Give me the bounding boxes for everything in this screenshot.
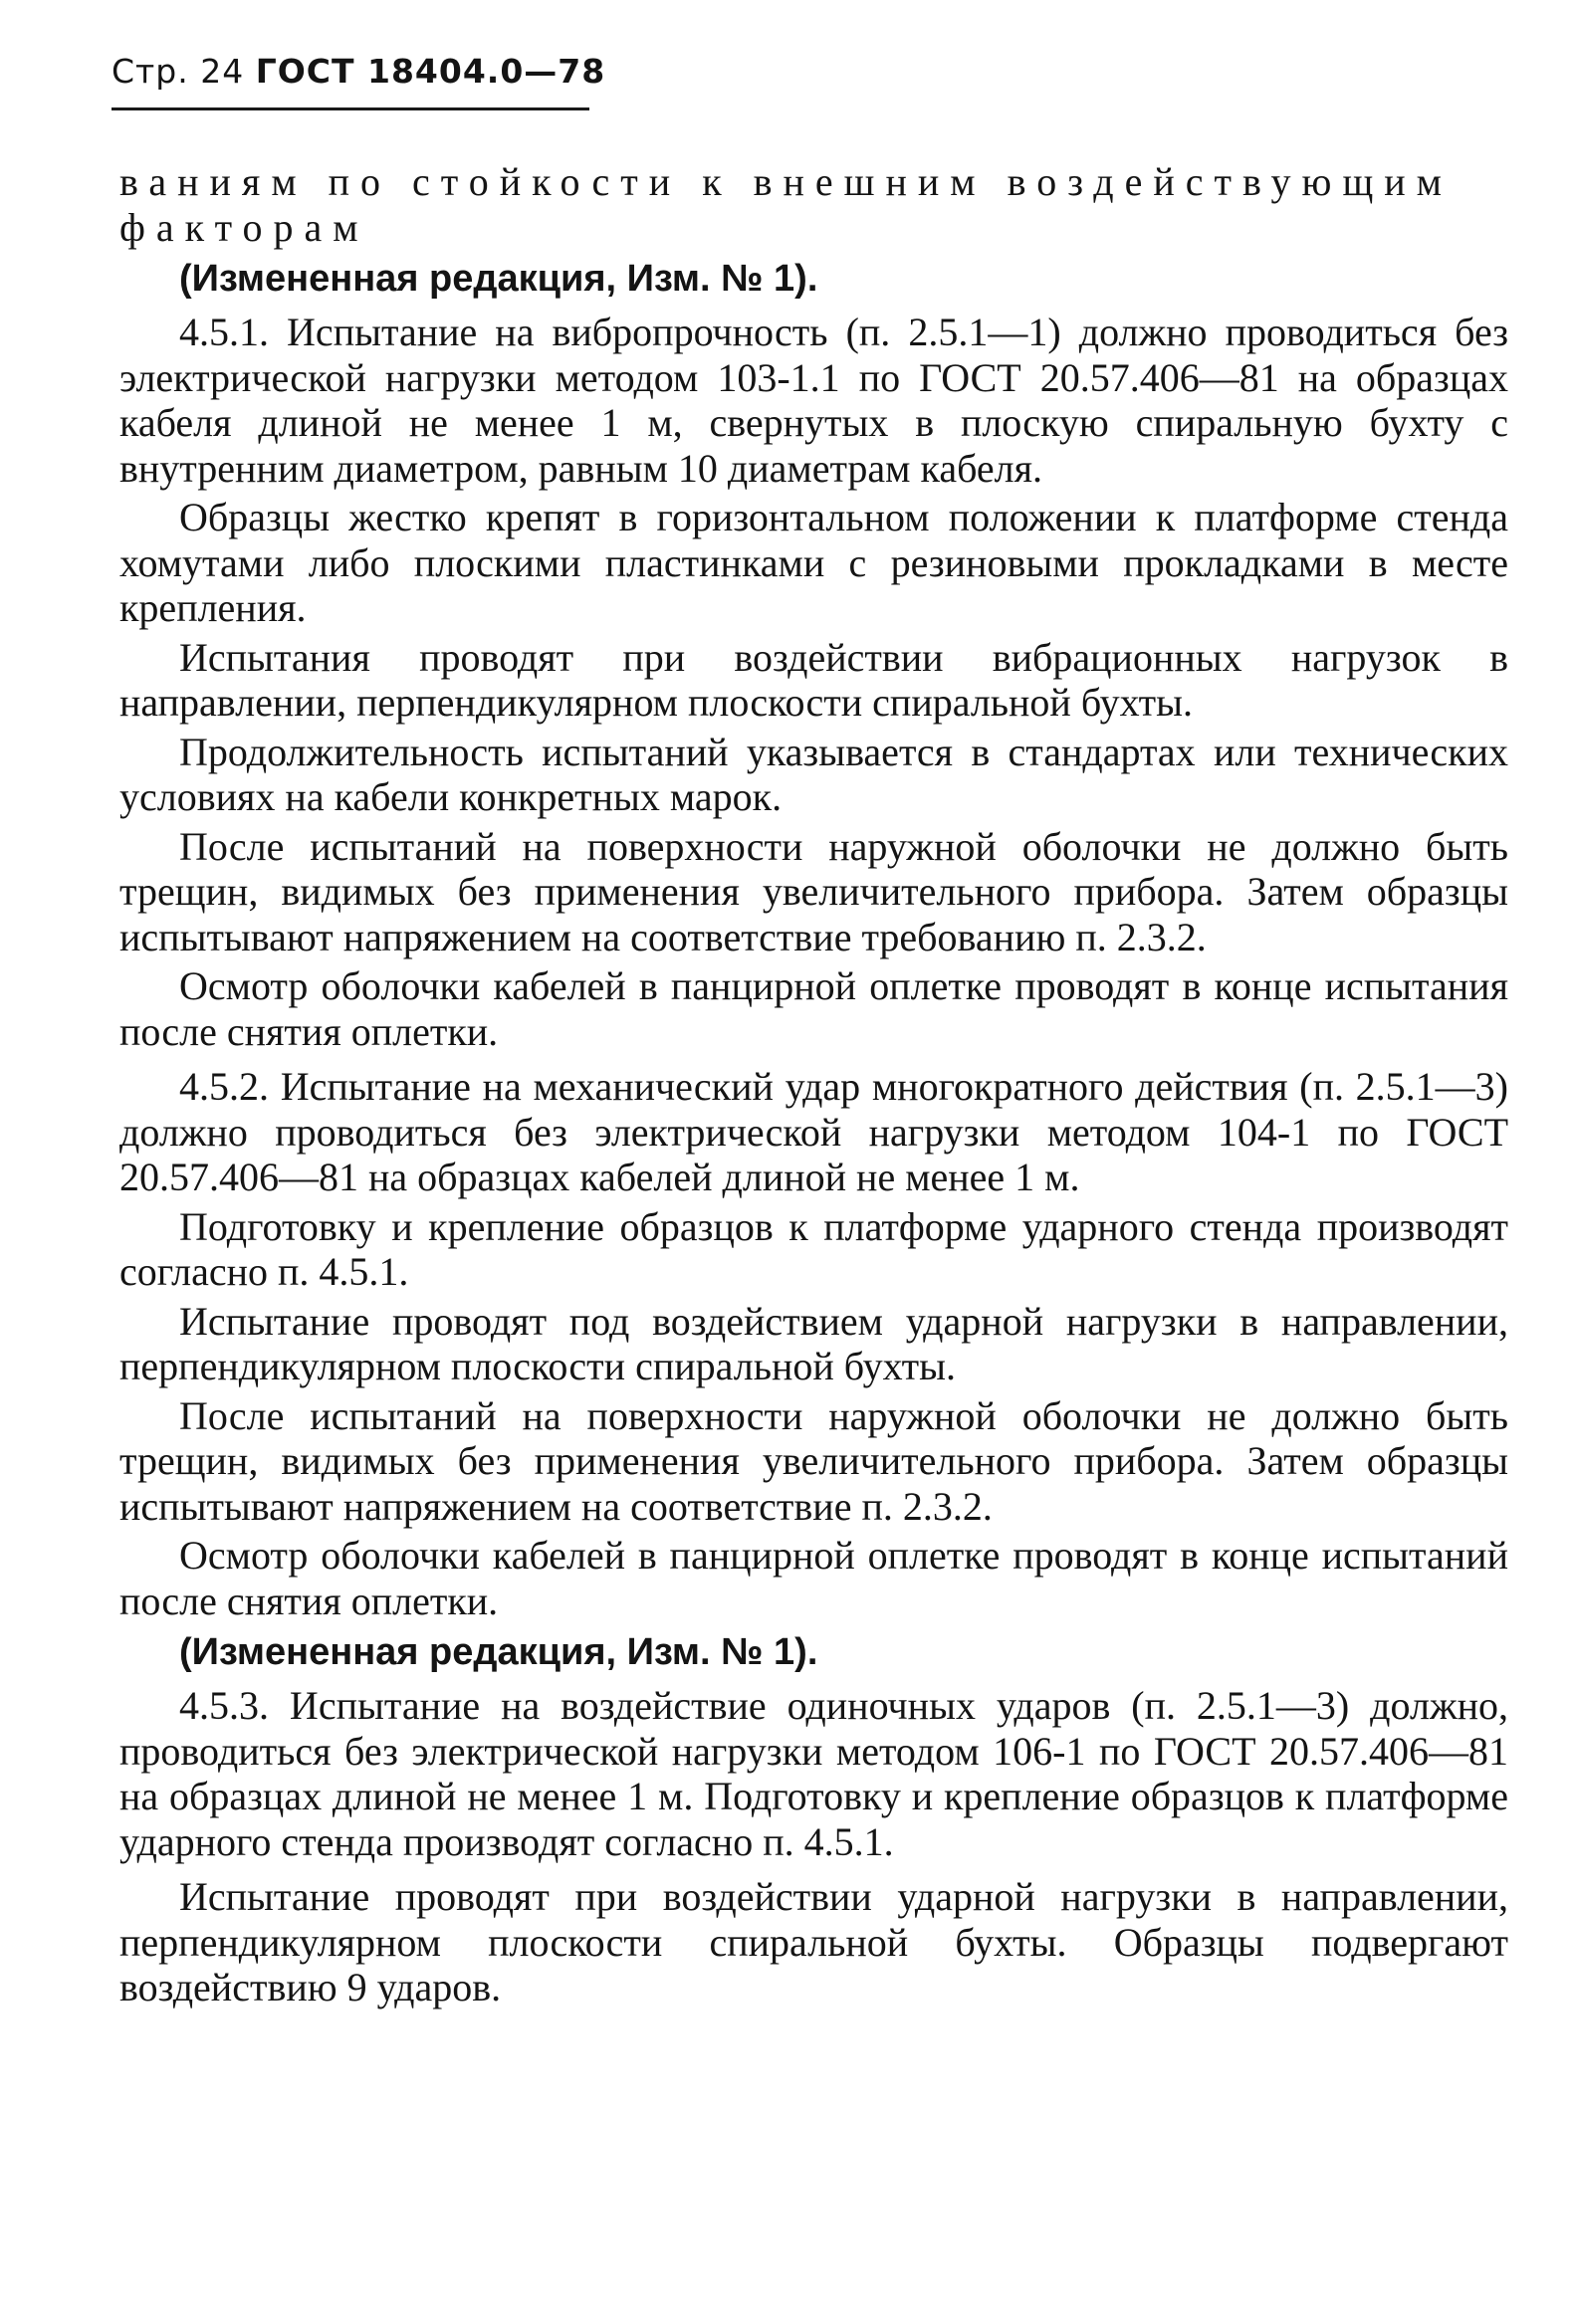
clause-4-5-2: 4.5.2. Испытание на механический удар многократного действия (п. 2.5.1—3) должно проводиться без электрической нагрузки методом 104-1 по ГОСТ 20.57.406—81 на образцах кабелей длиной не менее 1 м. bbox=[119, 1064, 1508, 1199]
clause-4-5-3-shocks: Испытание проводят при воздействии ударной нагрузки в направлении, перпендикулярном плоскости спиральной бухты. Образцы подвергают воздействию 9 ударов. bbox=[119, 1874, 1508, 2009]
page-number: Стр. 24 bbox=[112, 52, 245, 91]
clause-4-5-2-result: После испытаний на поверхности наружной оболочки не должно быть трещин, видимых без применения увеличительного прибора. Затем образцы испытывают напряжением на соответствие п. 2.3.2. bbox=[119, 1392, 1508, 1529]
document-body bbox=[119, 159, 1508, 2014]
standard-number: ГОСТ 18404.0—78 bbox=[255, 52, 606, 91]
clause-4-5-3: 4.5.3. Испытание на воздействие одиночных ударов (п. 2.5.1—3) должно, проводиться без электрической нагрузки методом 106-1 по ГОСТ 20.57.406—81 на образцах длиной не менее 1 м. Подготовку и крепление образцов к платформе ударного стенда производят согласно п. 4.5.1. bbox=[119, 1683, 1508, 1864]
clause-4-5-2-mounting: Подготовку и крепление образцов к платформе ударного стенда производят согласно п. 4.5.1. bbox=[119, 1203, 1508, 1294]
amendment-note: (Измененная редакция, Изм. № 1). bbox=[179, 258, 818, 300]
amendment-note: (Измененная редакция, Изм. № 1). bbox=[179, 1631, 818, 1673]
header-rule bbox=[112, 107, 589, 110]
clause-4-5-1-loading: Испытания проводят при воздействии вибрационных нагрузок в направлении, перпендикулярном плоскости спиральной бухты. bbox=[119, 634, 1508, 725]
clause-4-5-2-inspection: Осмотр оболочки кабелей в панцирной оплетке проводят в конце испытаний после снятия оплетки. bbox=[119, 1533, 1508, 1623]
page-header bbox=[112, 52, 605, 91]
clause-4-5-1-mounting: Образцы жестко крепят в горизонтальном положении к платформе стенда хомутами либо плоскими пластинками с резиновыми прокладками в месте крепления. bbox=[119, 495, 1508, 630]
clause-4-5-1-result: После испытаний на поверхности наружной оболочки не должно быть трещин, видимых без применения увеличительного прибора. Затем образцы испытывают напряжением на соответствие требованию п. 2.3.2. bbox=[119, 823, 1508, 959]
clause-4-5-1-duration: Продолжительность испытаний указывается в стандартах или технических условиях на кабели конкретных марок. bbox=[119, 729, 1508, 819]
clause-4-5-1-inspection: Осмотр оболочки кабелей в панцирной оплетке проводят в конце испытания после снятия оплетки. bbox=[119, 963, 1508, 1054]
clause-4-5-1: 4.5.1. Испытание на вибропрочность (п. 2.5.1—1) должно проводиться без электрической нагрузки методом 103-1.1 по ГОСТ 20.57.406—81 на образцах кабеля длиной не менее 1 м, свернутых в плоскую спиральную бухту с внутренним диаметром, равным 10 диаметрам кабеля. bbox=[119, 310, 1508, 491]
clause-4-5-2-loading: Испытание проводят под воздействием ударной нагрузки в направлении, перпендикулярном плоскости спиральной бухты. bbox=[119, 1298, 1508, 1388]
intro-continuation: ваниям по стойкости к внешним воздействующим факторам bbox=[119, 159, 1453, 250]
